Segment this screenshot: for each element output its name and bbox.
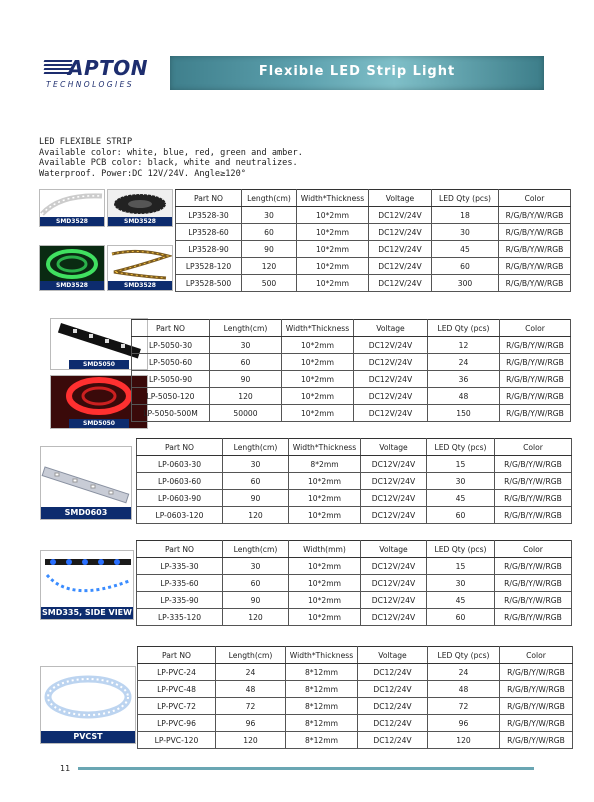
table-cell: DC12V/24V (369, 207, 432, 224)
table-cell: 30 (210, 337, 282, 354)
table-cell: LP-PVC-96 (138, 715, 216, 732)
table-row (137, 609, 572, 626)
table-cell: DC12V/24V (361, 490, 427, 507)
column-header: Voltage (361, 439, 427, 456)
intro-text (39, 137, 303, 179)
product-image-pvcst (40, 666, 136, 744)
table-cell: 60 (427, 507, 495, 524)
table-cell: 10*2mm (282, 354, 354, 371)
table-row (132, 354, 571, 371)
table-cell: R/G/B/Y/W/RGB (499, 241, 571, 258)
table-row (138, 664, 573, 681)
table-row (132, 405, 571, 422)
amber-led-strip-image (108, 246, 172, 282)
table-cell: 150 (428, 405, 500, 422)
table-row (137, 456, 572, 473)
table-cell: LP-0603-120 (137, 507, 223, 524)
column-header: Length(cm) (210, 320, 282, 337)
caption: SMD335, SIDE VIEW (42, 608, 132, 617)
spec-table-smd3528 (175, 189, 571, 292)
column-header: Length(cm) (242, 190, 297, 207)
table-cell: DC12/24V (358, 715, 428, 732)
table-cell: 12 (428, 337, 500, 354)
table-cell: R/G/B/Y/W/RGB (500, 337, 571, 354)
table-cell: R/G/B/Y/W/RGB (495, 558, 572, 575)
table-cell: DC12V/24V (369, 241, 432, 258)
column-header: Part NO (138, 647, 216, 664)
table-cell: 10*2mm (289, 490, 361, 507)
table-header-row (138, 647, 573, 664)
column-header: LED Qty (pcs) (428, 647, 500, 664)
table-cell: LP-PVC-48 (138, 681, 216, 698)
logo-brand: APTON (68, 56, 149, 80)
table-cell: LP-5050-120 (132, 388, 210, 405)
table-cell: 30 (427, 575, 495, 592)
column-header: Length(cm) (223, 541, 289, 558)
caption: SMD5050 (69, 360, 129, 369)
column-header: Voltage (369, 190, 432, 207)
table-cell: 36 (428, 371, 500, 388)
table-cell: 60 (210, 354, 282, 371)
intro-pcb-colors: Available PCB color: black, white and neutralizes. (39, 158, 298, 169)
table-cell: DC12/24V (358, 664, 428, 681)
table-cell: 10*2mm (282, 388, 354, 405)
pvc-led-strip-image (41, 667, 135, 729)
table-cell: R/G/B/Y/W/RGB (499, 258, 571, 275)
column-header: Voltage (358, 647, 428, 664)
table-cell: 90 (223, 592, 289, 609)
table-cell: LP-5050-30 (132, 337, 210, 354)
table-cell: 45 (427, 490, 495, 507)
caption: SMD5050 (69, 419, 129, 428)
column-header: Width*Thickness (286, 647, 358, 664)
spec-table-smd0603 (136, 438, 572, 524)
intro-heading: LED FLEXIBLE STRIP (39, 137, 133, 147)
table-cell: 60 (427, 609, 495, 626)
led-reel-image (108, 190, 172, 218)
intro-power: Waterproof. Power:DC 12V/24V. Angle≥120° (39, 168, 246, 179)
table-cell: DC12V/24V (369, 275, 432, 292)
table-cell: DC12V/24V (361, 473, 427, 490)
table-cell: 8*12mm (286, 681, 358, 698)
green-led-reel-image (40, 246, 104, 282)
intro-colors: Available color: white, blue, red, green and amber. (39, 147, 303, 158)
product-image-smd3528-amber (107, 245, 173, 291)
table-cell: 10*2mm (297, 275, 369, 292)
table-cell: R/G/B/Y/W/RGB (495, 592, 572, 609)
table-cell: R/G/B/Y/W/RGB (500, 405, 571, 422)
column-header: Width*Thickness (282, 320, 354, 337)
table-row (176, 258, 571, 275)
caption: SMD3528 (108, 281, 172, 290)
led-strip-image (40, 190, 104, 218)
table-row (137, 592, 572, 609)
table-cell: 120 (223, 609, 289, 626)
table-cell: R/G/B/Y/W/RGB (500, 664, 573, 681)
spec-table-pvc (137, 646, 573, 749)
table-cell: DC12V/24V (354, 354, 428, 371)
table-cell: 60 (223, 473, 289, 490)
table-cell: 10*2mm (282, 405, 354, 422)
table-cell: LP3528-30 (176, 207, 242, 224)
table-cell: LP3528-120 (176, 258, 242, 275)
table-cell: 120 (242, 258, 297, 275)
table-cell: DC12V/24V (369, 258, 432, 275)
column-header: Part NO (132, 320, 210, 337)
apton-logo (44, 56, 154, 92)
table-cell: 10*2mm (297, 241, 369, 258)
table-cell: 72 (428, 698, 500, 715)
table-cell: 90 (210, 371, 282, 388)
product-image-smd3528-white (39, 189, 105, 227)
page-title: Flexible LED Strip Light (258, 64, 456, 79)
table-cell: LP-335-60 (137, 575, 223, 592)
table-cell: 10*2mm (289, 507, 361, 524)
table-cell: LP-PVC-72 (138, 698, 216, 715)
table-cell: 10*2mm (282, 337, 354, 354)
table-cell: LP-5050-90 (132, 371, 210, 388)
table-cell: 10*2mm (289, 592, 361, 609)
table-cell: 120 (223, 507, 289, 524)
table-cell: 24 (428, 354, 500, 371)
column-header: Color (500, 320, 571, 337)
column-header: LED Qty (pcs) (427, 439, 495, 456)
table-cell: 30 (432, 224, 499, 241)
column-header: Part NO (137, 439, 223, 456)
table-cell: DC12V/24V (361, 592, 427, 609)
table-cell: 30 (427, 473, 495, 490)
table-cell: 8*2mm (289, 456, 361, 473)
table-row (138, 681, 573, 698)
side-view-led-strip-image (41, 551, 133, 605)
table-cell: 8*12mm (286, 732, 358, 749)
table-cell: R/G/B/Y/W/RGB (495, 490, 572, 507)
table-row (176, 241, 571, 258)
table-row (132, 337, 571, 354)
product-image-smd3528-green (39, 245, 105, 291)
table-cell: 120 (428, 732, 500, 749)
table-cell: 48 (428, 388, 500, 405)
column-header: LED Qty (pcs) (428, 320, 500, 337)
column-header: Color (500, 647, 573, 664)
table-cell: 8*12mm (286, 715, 358, 732)
table-cell: LP3528-90 (176, 241, 242, 258)
table-row (137, 575, 572, 592)
table-cell: 120 (210, 388, 282, 405)
table-cell: 48 (216, 681, 286, 698)
table-cell: 300 (432, 275, 499, 292)
table-cell: 10*2mm (297, 207, 369, 224)
table-cell: 10*2mm (289, 575, 361, 592)
table-cell: 15 (427, 456, 495, 473)
table-cell: 8*12mm (286, 664, 358, 681)
table-cell: 72 (216, 698, 286, 715)
table-cell: 15 (427, 558, 495, 575)
column-header: Color (495, 439, 572, 456)
table-cell: R/G/B/Y/W/RGB (499, 224, 571, 241)
table-cell: DC12V/24V (361, 456, 427, 473)
table-cell: 45 (427, 592, 495, 609)
table-cell: LP-335-90 (137, 592, 223, 609)
table-cell: DC12V/24V (354, 405, 428, 422)
column-header: Width(mm) (289, 541, 361, 558)
table-row (132, 388, 571, 405)
footer-rule (78, 767, 534, 770)
table-row (176, 275, 571, 292)
table-cell: R/G/B/Y/W/RGB (500, 681, 573, 698)
table-row (137, 558, 572, 575)
table-cell: LP-335-120 (137, 609, 223, 626)
table-row (137, 473, 572, 490)
column-header: Color (499, 190, 571, 207)
table-header-row (137, 439, 572, 456)
table-row (138, 732, 573, 749)
table-cell: 48 (428, 681, 500, 698)
table-row (132, 371, 571, 388)
table-cell: 500 (242, 275, 297, 292)
column-header: Width*Thickness (297, 190, 369, 207)
table-cell: 30 (223, 456, 289, 473)
table-cell: R/G/B/Y/W/RGB (495, 609, 572, 626)
caption: PVCST (41, 731, 135, 743)
white-led-strip-image (41, 447, 131, 505)
table-cell: 60 (242, 224, 297, 241)
column-header: Color (495, 541, 572, 558)
table-cell: 30 (223, 558, 289, 575)
column-header: LED Qty (pcs) (432, 190, 499, 207)
table-cell: DC12V/24V (361, 507, 427, 524)
table-cell: R/G/B/Y/W/RGB (499, 207, 571, 224)
table-cell: 10*2mm (297, 258, 369, 275)
table-row (138, 698, 573, 715)
table-cell: LP-PVC-24 (138, 664, 216, 681)
table-cell: LP-5050-60 (132, 354, 210, 371)
table-cell: LP-0603-60 (137, 473, 223, 490)
table-row (137, 507, 572, 524)
table-cell: 8*12mm (286, 698, 358, 715)
column-header: Width*Thickness (289, 439, 361, 456)
table-cell: R/G/B/Y/W/RGB (495, 507, 572, 524)
table-cell: LP3528-60 (176, 224, 242, 241)
table-cell: 24 (216, 664, 286, 681)
table-cell: 90 (242, 241, 297, 258)
logo-subtitle: TECHNOLOGIES (46, 80, 134, 89)
table-header-row (132, 320, 571, 337)
table-cell: DC12V/24V (354, 337, 428, 354)
table-cell: 10*2mm (282, 371, 354, 388)
table-row (176, 207, 571, 224)
caption: SMD3528 (40, 281, 104, 290)
page-number: 11 (60, 764, 71, 773)
table-header-row (176, 190, 571, 207)
column-header: Voltage (354, 320, 428, 337)
table-cell: R/G/B/Y/W/RGB (499, 275, 571, 292)
table-cell: 18 (432, 207, 499, 224)
caption: SMD3528 (40, 217, 104, 226)
column-header: Part NO (176, 190, 242, 207)
column-header: Voltage (361, 541, 427, 558)
table-cell: 120 (216, 732, 286, 749)
table-cell: 30 (242, 207, 297, 224)
table-cell: LP-0603-30 (137, 456, 223, 473)
table-cell: R/G/B/Y/W/RGB (500, 388, 571, 405)
table-cell: 90 (223, 490, 289, 507)
table-row (138, 715, 573, 732)
table-cell: LP-PVC-120 (138, 732, 216, 749)
column-header: LED Qty (pcs) (427, 541, 495, 558)
table-cell: 45 (432, 241, 499, 258)
title-banner (170, 56, 544, 90)
table-row (137, 490, 572, 507)
table-cell: R/G/B/Y/W/RGB (500, 715, 573, 732)
table-cell: R/G/B/Y/W/RGB (500, 698, 573, 715)
column-header: Part NO (137, 541, 223, 558)
table-header-row (137, 541, 572, 558)
spec-table-smd335 (136, 540, 572, 626)
caption: SMD3528 (108, 217, 172, 226)
table-cell: DC12/24V (358, 732, 428, 749)
table-cell: DC12V/24V (361, 558, 427, 575)
table-cell: 96 (216, 715, 286, 732)
table-cell: DC12/24V (358, 681, 428, 698)
table-cell: R/G/B/Y/W/RGB (500, 732, 573, 749)
table-cell: R/G/B/Y/W/RGB (500, 371, 571, 388)
table-cell: 60 (223, 575, 289, 592)
table-cell: 96 (428, 715, 500, 732)
table-cell: 10*2mm (289, 609, 361, 626)
table-cell: DC12V/24V (369, 224, 432, 241)
spec-table-smd5050 (131, 319, 571, 422)
table-cell: R/G/B/Y/W/RGB (495, 456, 572, 473)
table-cell: 10*2mm (289, 558, 361, 575)
table-cell: LP-0603-90 (137, 490, 223, 507)
table-row (176, 224, 571, 241)
table-cell: 60 (432, 258, 499, 275)
table-cell: R/G/B/Y/W/RGB (495, 575, 572, 592)
table-cell: R/G/B/Y/W/RGB (500, 354, 571, 371)
column-header: Length(cm) (216, 647, 286, 664)
table-cell: DC12V/24V (354, 371, 428, 388)
table-cell: LP-5050-500M (132, 405, 210, 422)
table-cell: DC12V/24V (354, 388, 428, 405)
column-header: Length(cm) (223, 439, 289, 456)
product-image-smd3528-reel (107, 189, 173, 227)
table-cell: 10*2mm (297, 224, 369, 241)
table-cell: R/G/B/Y/W/RGB (495, 473, 572, 490)
table-cell: 24 (428, 664, 500, 681)
table-cell: DC12/24V (358, 698, 428, 715)
product-image-smd0603 (40, 446, 132, 520)
table-cell: 10*2mm (289, 473, 361, 490)
caption: SMD0603 (41, 507, 131, 519)
table-cell: LP-335-30 (137, 558, 223, 575)
product-image-smd335 (40, 550, 134, 620)
table-cell: DC12V/24V (361, 609, 427, 626)
table-cell: 50000 (210, 405, 282, 422)
table-cell: DC12V/24V (361, 575, 427, 592)
table-cell: LP3528-500 (176, 275, 242, 292)
